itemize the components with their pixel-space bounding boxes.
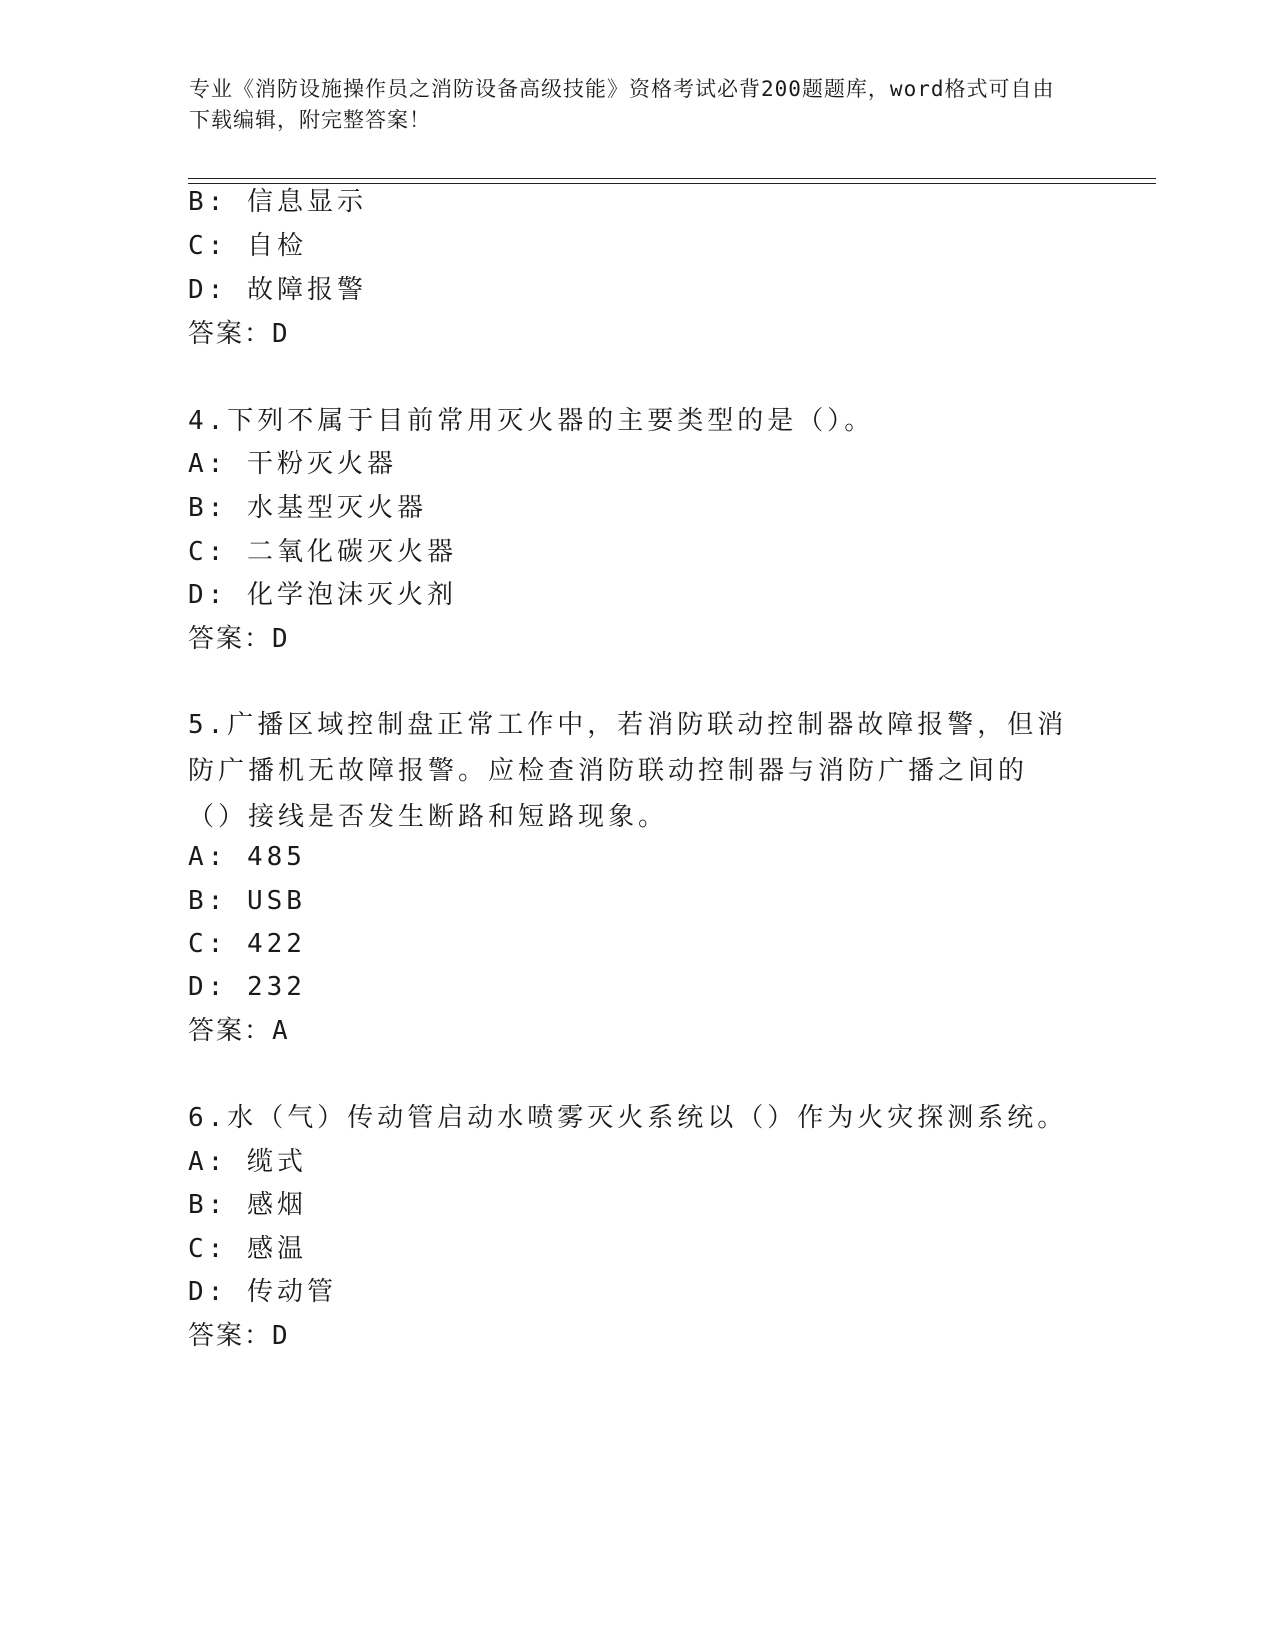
q5-option-a: A: 485 [188, 842, 306, 872]
q4-option-b: B: 水基型灭火器 [188, 493, 427, 523]
q4-option-a: A: 干粉灭火器 [188, 449, 397, 479]
header-divider-bottom [188, 183, 1156, 184]
q5-option-c: C: 422 [188, 929, 306, 959]
q6-option-d: D: 传动管 [188, 1277, 337, 1307]
q4-option-c: C: 二氧化碳灭火器 [188, 537, 457, 567]
q5-answer: 答案：A [188, 1016, 290, 1046]
q4-question: 4.下列不属于目前常用灭火器的主要类型的是（）。 [188, 406, 875, 436]
q6-question: 6.水（气）传动管启动水喷雾灭火系统以（）作为火灾探测系统。 [188, 1103, 1068, 1133]
q4-answer: 答案：D [188, 624, 290, 654]
q5-question: 5.广播区域控制盘正常工作中，若消防联动控制器故障报警，但消防广播机无故障报警。应检查消防联动控制器与消防广播之间的（）接线是否发生断路和短路现象。 [188, 710, 1068, 832]
q6-option-a: A: 缆式 [188, 1147, 307, 1177]
q3-option-c: C: 自检 [188, 231, 307, 261]
q4-option-d: D: 化学泡沫灭火剂 [188, 580, 457, 610]
q3-answer: 答案：D [188, 319, 290, 349]
q6-option-c: C: 感温 [188, 1234, 307, 1264]
q5-option-b: B: USB [188, 886, 306, 916]
q3-option-b: B: 信息显示 [188, 187, 367, 217]
header-divider-top [188, 178, 1156, 179]
q3-option-d: D: 故障报警 [188, 275, 367, 305]
q5-option-d: D: 232 [188, 972, 306, 1002]
page-header: 专业《消防设施操作员之消防设备高级技能》资格考试必背200题题库，word格式可自由下载编辑，附完整答案！ [189, 77, 1055, 132]
q6-answer: 答案：D [188, 1321, 290, 1351]
q6-option-b: B: 感烟 [188, 1190, 307, 1220]
